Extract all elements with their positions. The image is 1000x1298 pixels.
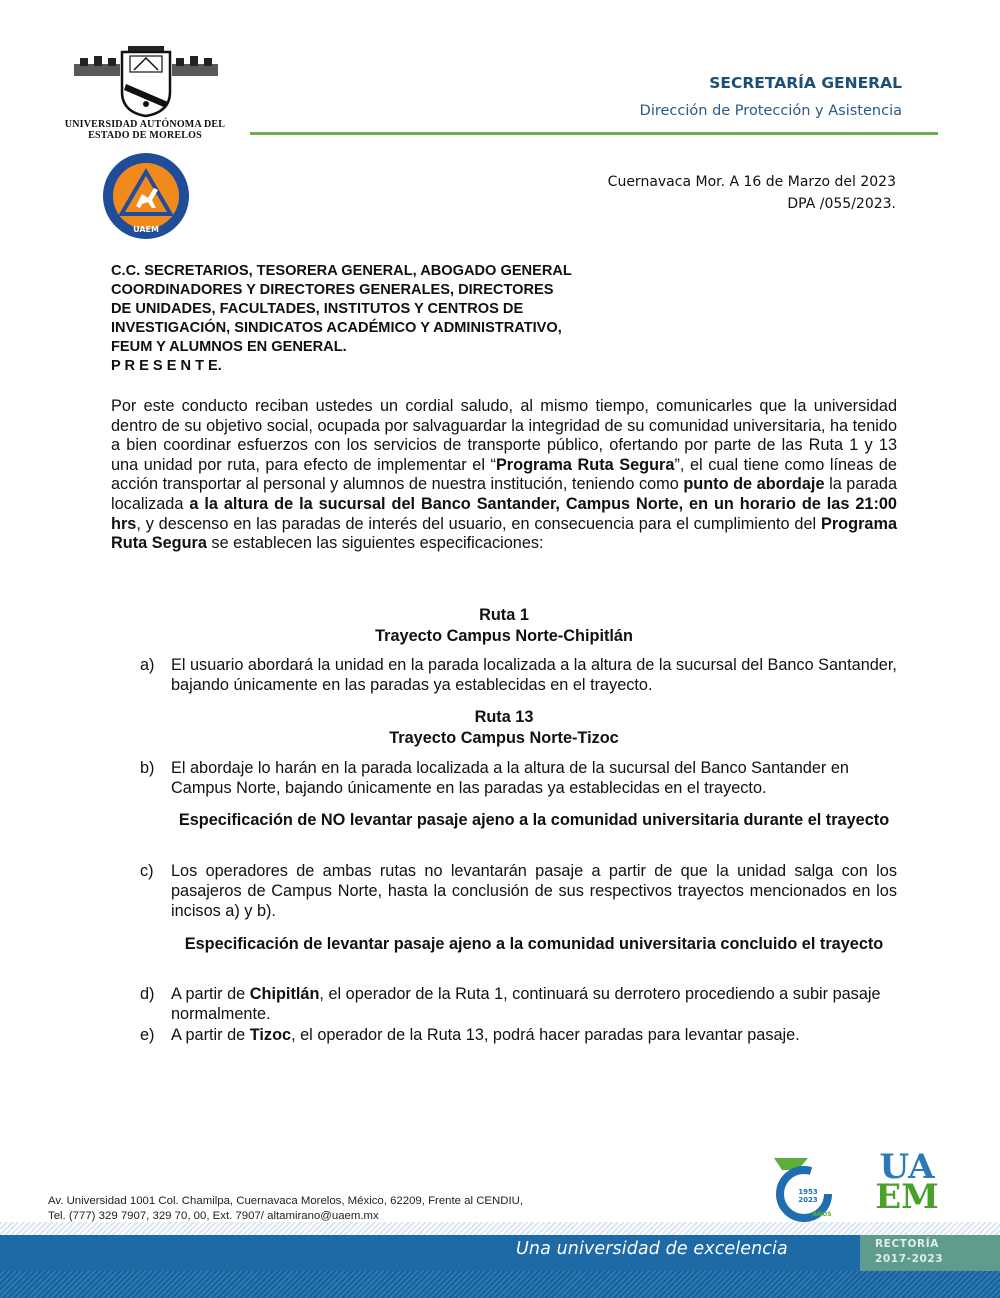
intro-paragraph	[111, 397, 897, 554]
body-text: , y descenso en las paradas de interés del usuario, en consecuencia para el cumplimiento del	[136, 514, 821, 533]
item-text: Los operadores de ambas rutas no levantarán pasaje a partir de que la unidad salga con los pasajeros de Campus Norte, hasta la conclusión de sus respectivos trayectos mencionados en los incisos a) y b).	[171, 862, 897, 920]
university-coat-of-arms-logo	[72, 44, 220, 118]
rectoria-title: RECTORÍA	[875, 1238, 939, 1250]
emblem-uaem-text: UAEM	[133, 225, 159, 234]
rectoria-label	[875, 1237, 943, 1267]
footer-blue-band	[0, 1235, 1000, 1271]
body-bold-text: a la altura de la sucursal del Banco Santander, Campus Norte, en un horario de las 21:00 hrs	[111, 494, 897, 533]
body-bold-text: Programa Ruta Segura	[111, 514, 897, 553]
anniversary-70-logo	[768, 1152, 834, 1222]
ruta1-title: Ruta 1	[479, 606, 529, 624]
body-text: ”, el cual tiene como líneas de acción transportar al personal y alumnos de nuestra institución, teniendo como	[111, 455, 897, 494]
place-date: Cuernavaca Mor. A 16 de Marzo del 2023	[607, 174, 896, 190]
reference-number: DPA /055/2023.	[787, 196, 896, 212]
item-text	[171, 1026, 897, 1046]
anniv-year-start: 1953	[798, 1188, 818, 1196]
item-bold-text: Tizoc	[249, 1026, 292, 1044]
item-text: El usuario abordará la unidad en la parada localizada a la altura de la sucursal del Banco Santander, bajando únicamente en las paradas ya establecidas en el trayecto.	[171, 656, 897, 694]
addressee-line: INVESTIGACIÓN, SINDICATOS ACADÉMICO Y ADMINISTRATIVO,	[111, 320, 562, 336]
secretaria-general-title: SECRETARÍA GENERAL	[709, 74, 902, 92]
list-item-a	[140, 656, 897, 696]
uaem-logo	[872, 1147, 942, 1217]
addressee-line: DE UNIDADES, FACULTADES, INSTITUTOS Y CENTROS DE	[111, 301, 524, 317]
body-bold-text: Programa Ruta Segura	[495, 455, 675, 474]
item-label: d)	[140, 985, 155, 1003]
body-text: Por este conducto reciban ustedes un cordial saludo, al mismo tiempo, comunicarles que la universidad dentro de su objetivo social, ocupada por salvaguardar la integridad de su comunidad universitaria, ha tenido a bien coordinar esfuerzos con los servicios de transporte público, ofertando por parte de las Ruta 1 y 13 una unidad por ruta, para efecto de implementar el “	[111, 397, 897, 474]
anniv-year-end: 2023	[798, 1196, 818, 1204]
direccion-subtitle: Dirección de Protección y Asistencia	[639, 103, 902, 119]
footer-contact-line: Tel. (777) 329 7907, 329 70, 00, Ext. 7907/ altamirano@uaem.mx	[48, 1209, 379, 1222]
ruta13-heading	[111, 707, 897, 748]
item-label: e)	[140, 1026, 155, 1044]
body-bold-text: punto de abordaje	[683, 475, 825, 494]
item-text-part: , el operador de la Ruta 13, podrá hacer paradas para levantar pasaje.	[291, 1026, 800, 1044]
item-label: b)	[140, 759, 155, 777]
item-text-part: A partir de	[171, 985, 250, 1003]
university-name-line1: UNIVERSIDAD AUTÓNOMA DEL	[64, 119, 226, 130]
footer-address	[48, 1194, 523, 1223]
item-label: c)	[140, 862, 154, 880]
presente-line: P R E S E N T E.	[111, 358, 222, 374]
anniv-word: AÑOS	[812, 1211, 832, 1218]
item-text-part: , el operador de la Ruta 1, continuará su derrotero procediendo a subir pasaje normalmente.	[171, 985, 881, 1023]
addressee-line: FEUM Y ALUMNOS EN GENERAL.	[111, 339, 347, 355]
list-item-d	[140, 985, 897, 1025]
addressee-line: COORDINADORES Y DIRECTORES GENERALES, DIRECTORES	[111, 282, 554, 298]
list-item-c	[140, 862, 897, 921]
ruta13-title: Ruta 13	[474, 708, 534, 726]
proteccion-civil-emblem	[102, 152, 190, 240]
body-text: la parada localizada	[111, 475, 897, 513]
uaem-logo-bottom: EM	[875, 1177, 939, 1217]
ruta1-subtitle: Trayecto Campus Norte-Chipitlán	[375, 626, 633, 645]
item-text: El abordaje lo harán en la parada localizada a la altura de la sucursal del Banco Santander en Campus Norte, bajando únicamente en las paradas ya establecidas en el trayecto.	[171, 759, 849, 797]
item-text	[171, 985, 897, 1025]
addressee-block	[111, 262, 671, 376]
university-name	[60, 119, 230, 141]
university-name-line2: ESTADO DE MORELOS	[88, 130, 202, 141]
item-text-part: A partir de	[171, 1026, 250, 1044]
uaem-logo-top: UA	[879, 1147, 935, 1187]
spec-si-heading: Especificación de levantar pasaje ajeno a la comunidad universitaria concluido el trayecto	[184, 935, 884, 953]
ruta1-heading	[111, 605, 897, 646]
header-divider	[250, 132, 938, 135]
footer-bottom-band	[0, 1271, 1000, 1298]
item-label: a)	[140, 656, 155, 674]
item-bold-text: Chipitlán	[249, 985, 320, 1003]
spec-no-heading: Especificación de NO levantar pasaje ajeno a la comunidad universitaria durante el trayecto	[178, 811, 890, 829]
list-item-b	[140, 759, 897, 799]
list-item-e	[140, 1026, 897, 1046]
ruta13-subtitle: Trayecto Campus Norte-Tizoc	[389, 728, 619, 747]
footer-slogan: Una universidad de excelencia	[516, 1239, 788, 1259]
addressee-line: C.C. SECRETARIOS, TESORERA GENERAL, ABOGADO GENERAL	[111, 263, 572, 279]
footer-pattern-band	[0, 1222, 1000, 1236]
footer-address-line: Av. Universidad 1001 Col. Chamilpa, Cuernavaca Morelos, México, 62209, Frente al CENDIU,	[48, 1195, 524, 1207]
body-text: se establecen las siguientes especificaciones:	[206, 534, 544, 553]
rectoria-years: 2017-2023	[875, 1253, 944, 1265]
